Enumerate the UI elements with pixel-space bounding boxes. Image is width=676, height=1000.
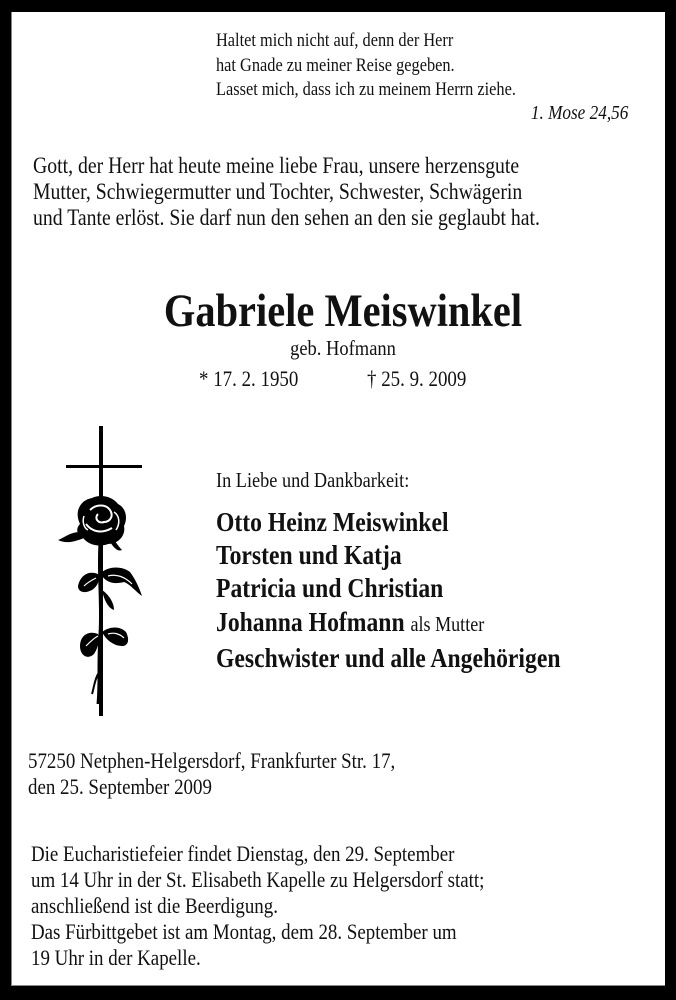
mourners-list	[216, 505, 560, 674]
address-line: 57250 Netphen-Helgersdorf, Frankfurter Str. 17,	[28, 748, 396, 773]
cross-with-rose-icon	[40, 424, 160, 716]
bible-verse	[216, 29, 516, 103]
mourner-name: Torsten und Katja	[216, 539, 402, 571]
intro-paragraph	[33, 153, 540, 231]
verse-reference: 1. Mose 24,56	[530, 102, 628, 124]
intro-line: Gott, der Herr hat heute meine liebe Frau, unsere herzensgute	[33, 153, 520, 179]
mourner-entry	[216, 605, 560, 641]
address-block	[28, 748, 395, 800]
service-line: 19 Uhr in der Kapelle.	[31, 945, 201, 970]
service-line: anschließend ist die Beerdigung.	[31, 893, 278, 918]
mourner-name: Patricia und Christian	[216, 572, 444, 604]
mourner-entry	[216, 505, 560, 538]
service-line: Die Eucharistiefeier findet Dienstag, den 29. September	[31, 841, 455, 866]
deceased-name: Gabriele Meiswinkel	[163, 285, 523, 337]
mourner-relation: als Mutter	[410, 611, 485, 636]
obituary-notice	[11, 12, 665, 986]
mourner-entry	[216, 538, 560, 571]
mourners-heading: In Liebe und Dankbarkeit:	[216, 468, 410, 492]
verse-line: Haltet mich nicht auf, denn der Herr	[216, 30, 454, 51]
mourner-entry	[216, 571, 560, 604]
intro-line: Mutter, Schwiegermutter und Tochter, Schwester, Schwägerin	[33, 179, 523, 205]
intro-line: und Tante erlöst. Sie darf nun den sehen an den sie geglaubt hat.	[33, 205, 540, 231]
mourner-name: Otto Heinz Meiswinkel	[216, 506, 449, 537]
mourner-name: Geschwister und alle Angehörigen	[216, 641, 561, 673]
birth-date: * 17. 2. 1950	[199, 366, 299, 391]
verse-line: Lasset mich, dass ich zu meinem Herrn ziehe.	[216, 79, 516, 100]
verse-line: hat Gnade zu meiner Reise gegeben.	[216, 54, 455, 76]
mourner-name: Johanna Hofmann	[216, 605, 405, 637]
service-line: um 14 Uhr in der St. Elisabeth Kapelle zu Helgersdorf statt;	[31, 867, 485, 892]
death-date: † 25. 9. 2009	[367, 366, 467, 391]
maiden-name: geb. Hofmann	[290, 336, 396, 360]
service-line: Das Fürbittgebet ist am Montag, dem 28. September um	[31, 919, 457, 944]
address-date: den 25. September 2009	[28, 774, 212, 799]
mourner-entry	[216, 641, 560, 674]
service-info	[31, 841, 484, 971]
